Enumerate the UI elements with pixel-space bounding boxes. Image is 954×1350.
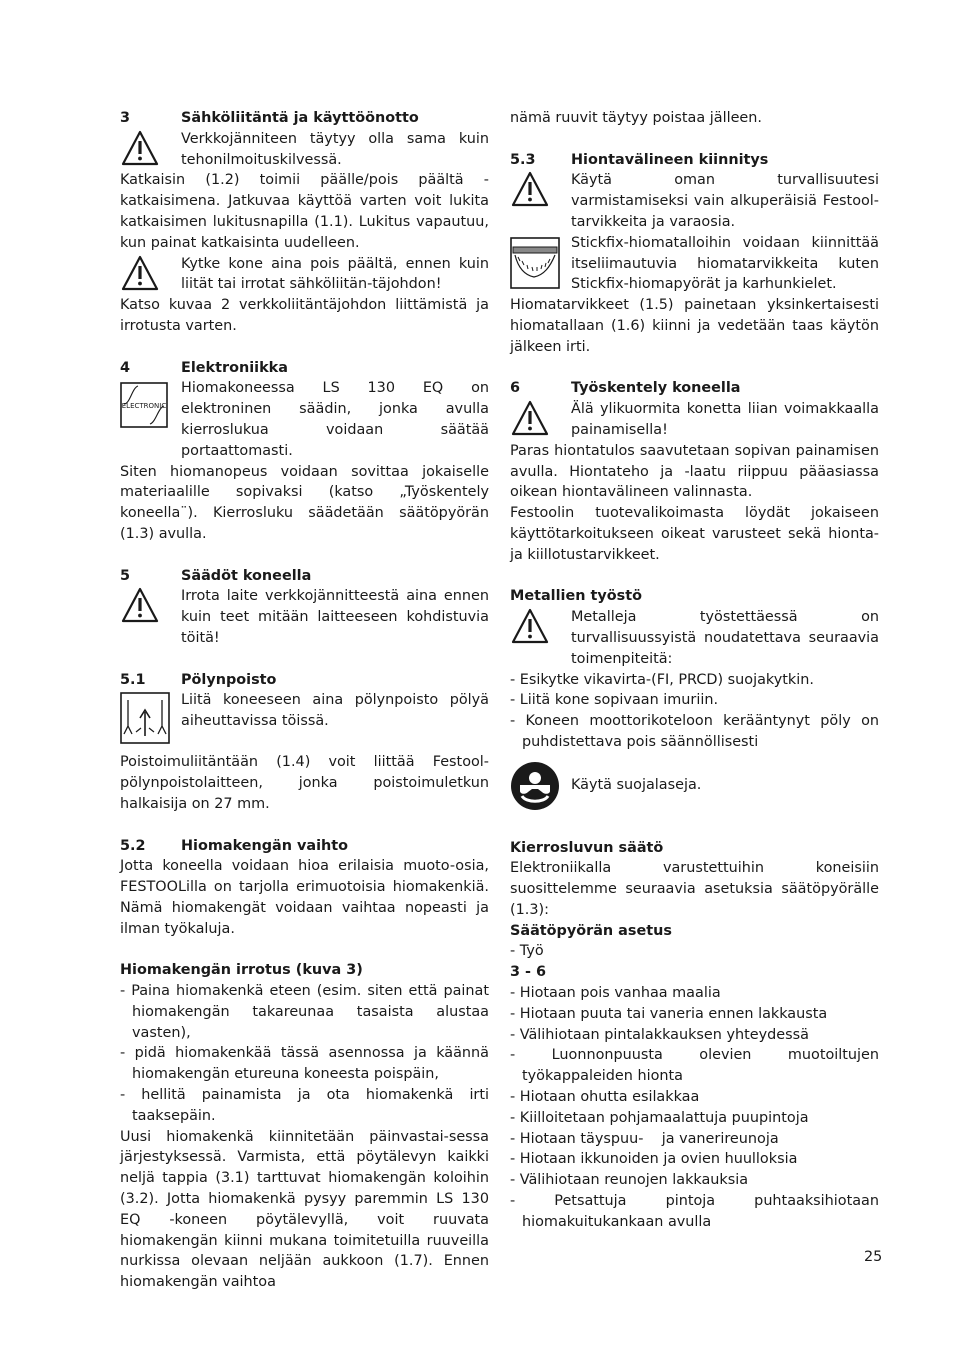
section-title: Työskentely koneella	[571, 380, 741, 397]
paragraph: Katkaisin (1.2) toimii päälle/pois päältä -katkaisimena. Jatkuvaa käyttöä varten voit lukita katkaisimen lukitusnapilla (1.1). Lukitus vapautuu, kun painat katkaisinta uudelleen.	[120, 172, 489, 251]
warning-icon	[510, 170, 571, 232]
section-number: 6	[510, 380, 521, 397]
list-item: - Paina hiomakenkä eteen (esim. siten että painat hiomakengän takareunaa tasaista alustaa vasten),	[120, 983, 489, 1041]
warning-block	[120, 586, 489, 648]
settings-heading: Säätöpyörän asetus	[510, 922, 672, 939]
warning-text: Käytä oman turvallisuutesi varmistamiseksi vain alkuperäisiä Festool-tarvikkeita ja varaosia.	[571, 172, 879, 230]
paragraph: Hiomatarvikkeet (1.5) painetaan yksinkertaisesti hiomatallaan (1.6) kiinni ja vedetään taas käytön jälkeen irti.	[510, 297, 879, 355]
section-number: 5	[120, 567, 131, 584]
section-title: Pölynpoisto	[181, 671, 277, 688]
paragraph: nämä ruuvit täytyy poistaa jälleen.	[510, 110, 762, 126]
section-number: 3	[120, 110, 131, 126]
list-item: - Koneen moottorikoteloon kerääntynyt pöly on puhdistettava pois säännöllisesti	[510, 713, 879, 750]
section-title: Hiomakengän vaihto	[181, 837, 349, 854]
stickfix-text: Stickfix-hiomatalloihin voidaan kiinnittää itseliimautuvia hiomatarvikkeita kuten Stickfix-hiomapyörät ja karhunkielet.	[571, 234, 879, 293]
paragraph: Elektroniikalla varustettuihin koneisiin suosittelemme seuraavia asetuksia säätöpyörälle (1.3):	[510, 860, 879, 918]
list-item: - Hiotaan ikkunoiden ja ovien huulloksia	[510, 1151, 798, 1168]
list-item: - Hiotaan ohutta esilakkaa	[510, 1089, 700, 1106]
electronic-text: Hiomakoneessa LS 130 EQ on elektroninen säädin, jonka avulla kierroslukua voidaan säätää portaattomasti.	[181, 380, 489, 459]
section-6-heading	[510, 378, 879, 399]
metal-steps-list	[510, 670, 879, 753]
section-number: 5.2	[120, 837, 146, 854]
section-title: Elektroniikka	[181, 359, 288, 376]
warning-text: Älä ylikuormita konetta liian voimakkaalla painamisella!	[571, 401, 879, 438]
list-item: - Hiotaan pois vanhaa maalia	[510, 985, 721, 1002]
dust-extraction-text: Liitä koneeseen aina pölynpoisto pölyä aiheuttavissa töissä.	[181, 692, 489, 730]
electronic-icon	[120, 378, 181, 461]
paragraph: Poistoimuliitäntään (1.4) voit liittää Festool-pölynpoistolaitteen, jonka poistoimuletkun halkaisija on 27 mm.	[120, 754, 489, 812]
list-item: - hellitä painamista ja ota hiomakenkä irti taaksepäin.	[120, 1087, 489, 1124]
paragraph: Siten hiomanopeus voidaan sovittaa jokaiselle materiaalille sopivaksi (katso „Työskentely koneella¨). Kierrosluku säädetään säätöpyörän (1.3) avulla.	[120, 463, 489, 542]
section-title: Sähköliitäntä ja käyttöönotto	[181, 110, 419, 126]
section-3-heading	[120, 108, 489, 129]
paragraph: Festoolin tuotevalikoimasta löydät jokaiseen käyttötarkoitukseen oikeat varusteet sekä hionta- ja kiillotustarvikkeet.	[510, 505, 879, 563]
list-item: - Esikytke vikavirta-(FI, PRCD) suojakytkin.	[510, 671, 814, 688]
page-number: 25	[864, 1249, 883, 1265]
section-5-heading	[120, 566, 489, 587]
list-item: - pidä hiomakenkää tässä asennossa ja käännä hiomakengän etureuna koneesta poispäin,	[120, 1045, 489, 1083]
list-item: - Luonnonpuusta olevien muotoiltujen työkappaleiden hionta	[510, 1047, 879, 1085]
warning-text: Verkkojänniteen täytyy olla sama kuin tehonilmoituskilvessä.	[181, 130, 489, 168]
electronic-icon-label: ELECTRONIC	[121, 402, 167, 411]
section-title: Säädöt koneella	[181, 567, 312, 584]
warning-icon	[510, 399, 571, 441]
warning-block	[510, 399, 879, 441]
right-column	[510, 108, 879, 1233]
left-column	[120, 108, 489, 1293]
list-item: - Välihiotaan pintalakkauksen yhteydessä	[510, 1026, 809, 1043]
warning-block	[510, 170, 879, 232]
safety-goggles-icon	[510, 761, 571, 811]
section-5-3-heading	[510, 150, 879, 171]
list-item: - Hiotaan täyspuu- ja vanerireunoja	[510, 1130, 779, 1147]
warning-text: Kytke kone aina pois päältä, ennen kuin liität tai irrotat sähköliitän-täjohdon!	[181, 255, 489, 293]
work-label: - Työ	[510, 943, 544, 960]
paragraph: Paras hiontatulos saavutetaan sopivan painamisen avulla. Hiontateho ja -laatu riippuu pääasiassa oikean hiontavälineen valinnasta.	[510, 442, 879, 501]
warning-icon	[510, 607, 571, 669]
list-item: - Petsattuja pintoja puhtaaksihiotaan hiomakuitukankaan avulla	[510, 1193, 879, 1230]
subheading: Kierrosluvun säätö	[510, 839, 664, 856]
paragraph: Uusi hiomakenkä kiinnitetään päinvastai-sessa järjestyksessä. Varmista, että pöytälevyn kaikki neljä tappia (3.1) tarttuvat hiomakengän koloihin (3.2). Jotta hiomakenkä pysyy paremmin LS 130 EQ -koneen pöytälevyllä, voit ruuvata hiomakengän kiinni mukana toimitetuilla ruuveilla nurkissa olevaan neljään aukkoon (1.7). Ennen hiomakengän vaihtoa	[120, 1128, 489, 1291]
list-item: - Hiotaan puuta tai vaneria ennen lakkausta	[510, 1005, 828, 1022]
goggles-text: Käytä suojalaseja.	[571, 777, 702, 794]
list-item: - Kiilloitetaan pohjamaalattuja puupintoja	[510, 1109, 809, 1126]
warning-block	[120, 129, 489, 171]
list-item: - Välihiotaan reunojen lakkauksia	[510, 1172, 749, 1189]
subheading: Metallien työstö	[510, 588, 642, 605]
goggles-block	[510, 755, 879, 817]
section-number: 4	[120, 359, 131, 376]
removal-steps-list	[120, 981, 489, 1127]
warning-block	[510, 607, 879, 669]
dust-extraction-icon	[120, 690, 181, 752]
applications-list	[510, 983, 879, 1233]
electronic-block	[120, 378, 489, 461]
subheading: Hiomakengän irrotus (kuva 3)	[120, 962, 363, 979]
list-item: - Liitä kone sopivaan imuriin.	[510, 692, 719, 709]
section-5-2-heading	[120, 836, 489, 857]
section-5-1-heading	[120, 670, 489, 691]
stickfix-block	[510, 233, 879, 295]
stickfix-icon	[510, 233, 571, 295]
warning-text: Metalleja työstettäessä on turvallisuussyistä noudatettava seuraavia toimenpiteitä:	[571, 609, 879, 667]
dust-extraction-block	[120, 690, 489, 752]
paragraph: Jotta koneella voidaan hioa erilaisia muoto-osia, FESTOOLilla on tarjolla erimuotoisia hiomakenkiä. Nämä hiomakengät voidaan vaihtaa nopeasti ja ilman työkaluja.	[120, 858, 489, 937]
section-number: 5.1	[120, 671, 146, 688]
setting-range: 3 - 6	[510, 964, 547, 981]
section-4-heading	[120, 358, 489, 379]
section-number: 5.3	[510, 151, 536, 168]
warning-icon	[120, 129, 181, 171]
warning-icon	[120, 586, 181, 648]
warning-icon	[120, 254, 181, 296]
section-title: Hiontavälineen kiinnitys	[571, 151, 769, 168]
warning-text: Irrota laite verkkojännitteestä aina ennen kuin teet mitään laitteeseen kohdistuvia töitä!	[181, 588, 489, 646]
warning-block	[120, 254, 489, 296]
paragraph: Katso kuvaa 2 verkkoliitäntäjohdon liittämistä ja irrotusta varten.	[120, 297, 489, 334]
